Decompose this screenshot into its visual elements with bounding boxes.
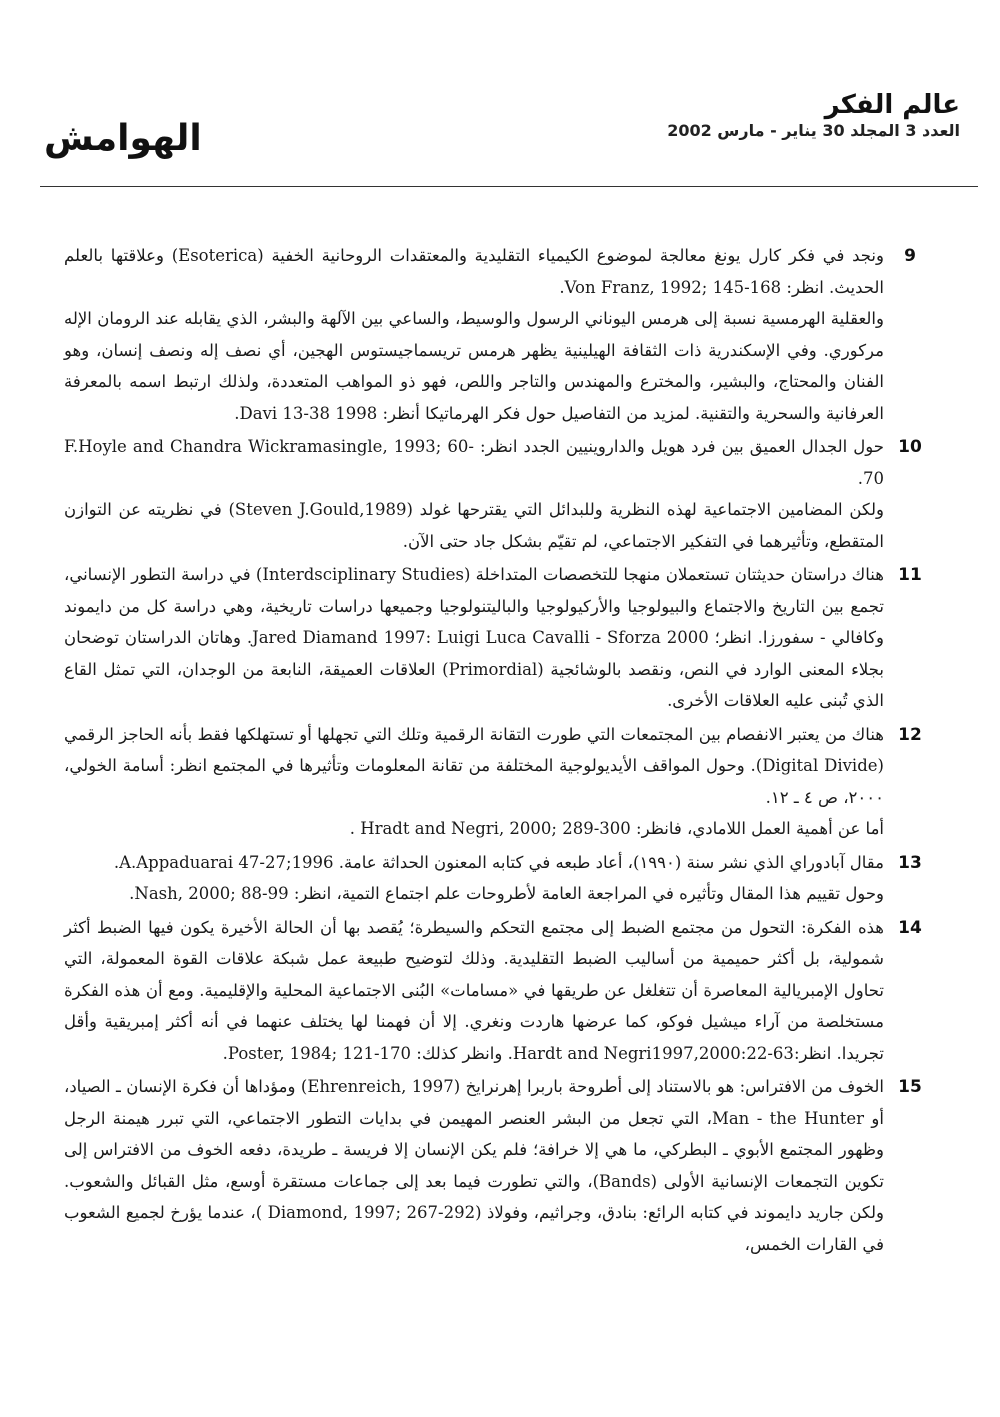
footnote-body xyxy=(56,719,884,845)
footnote-number: 9 xyxy=(904,246,916,266)
footnote xyxy=(56,240,936,429)
footnote-body xyxy=(56,559,884,717)
footnote-body xyxy=(56,240,884,429)
footnote-paragraph: وحول تقييم هذا المقال وتأثيره في المراجعة العامة لأطروحات علم اجتماع التمية، انظر: Nash, 2000; 88-99. xyxy=(129,884,884,903)
footnote-body xyxy=(56,912,884,1070)
footnote-number: 10 xyxy=(898,437,922,457)
footnote-number: 15 xyxy=(898,1077,922,1097)
footnote-paragraph: الخوف من الافتراس: هو بالاستناد إلى أطروحة باربرا إهرنرايخ (Ehrenreich, 1997) ومؤداها أن فكرة الإنسان ـ الصياد، أو Man - the Hunter، التي تجعل من البشر العنصر المهيمن في بدايات التطور الاجتماعي، التي تبرر هيمنة الرجل وظهور المجتمع الأبوي ـ البطركي، ما هي إلا خرافة؛ فلم يكن الإنسان إلا فريسة ـ طريدة، دفعه الخوف من الافتراس إلى تكوين التجمعات الإنسانية الأولى (Bands)، والتي تطورت فيما بعد إلى جماعات مستقرة أوسع، مثل القبائل والشعوب. ولكن جاريد دايموند في كتابه الرائع: بنادق، وجراثيم، وفولاذ (Diamond, 1997; 267-292 )، عندما يؤرخ لجميع الشعوب في القارات الخمس، xyxy=(64,1077,884,1254)
footnote-body xyxy=(56,431,884,557)
footnote xyxy=(56,719,936,845)
footnotes-list xyxy=(56,240,936,1262)
footnote-number: 11 xyxy=(898,565,922,585)
footnote-paragraph: هذه الفكرة: التحول من مجتمع الضبط إلى مجتمع التحكم والسيطرة؛ يُقصد بها أن الحالة الأخيرة يكون فيها الضبط أكثر شمولية، بل أكثر حميمية من أساليب الضبط التقليدية. وذلك لتوضيح طبيعة عمل شبكة علاقات القوة المعمولة، التي تحاول الإمبريالية المعاصرة أن تتغلغل عن طريقها في «مسامات» البُنى الاجتماعية المحلية والإقليمية. ومع أن هذه الفكرة مستخلصة من آراء ميشيل فوكو، كما عرضها هاردت ونغري. إلا أن فهمنا لها يختلف عنهما في أنه أكثر إمبريقية وأقل تجريدا. انظر:Hardt and Negri1997,2000:22-63. وانظر كذلك: Poster, 1984; 121-170. xyxy=(64,917,884,1063)
footnote-paragraph: والعقلية الهرمسية نسبة إلى هرمس اليوناني الرسول والوسيط، والساعي بين الآلهة والبشر، الذي يقابله عند الرومان الإله مركوري. وفي الإسكندرية ذات الثقافة الهيلينية يظهر هرمس تريسماجيستوس الهجين، أي نصف إله ونصف إنسان، وهو الفنان والمحتاج، والبشير، والمخترع والمهندس والتاجر واللص، فهو ذو المواهب المتعددة، ولذلك ارتبط اسمه بالمعرفة العرفانية والسحرية والتقنية. لمزيد من التفاصيل حول فكر الهرماتيكا أنظر: Davi 13-38 1998. xyxy=(64,309,885,423)
footnote xyxy=(56,847,936,910)
page-header xyxy=(0,0,1000,190)
journal-name: عالم الفكر xyxy=(824,90,960,120)
footnote xyxy=(56,559,936,717)
issue-line: العدد 3 المجلد 30 يناير - مارس 2002 xyxy=(667,121,960,140)
section-title: الهوامش xyxy=(44,118,202,159)
footnote-paragraph: أما عن أهمية العمل اللامادي، فانظر: Hradt and Negri, 2000; 289-300 . xyxy=(349,819,884,838)
footnote xyxy=(56,1071,936,1260)
footnote-paragraph: هناك من يعتبر الانفصام بين المجتمعات التي طورت التقانة الرقمية وتلك التي تجهلها أو تستهلكها فقط بأنه الحاجز الرقمي (Digital Divide). وحول المواقف الأيديولوجية المختلفة من تقانة المعلومات وتأثيرها في المجتمع انظر: أسامة الخولي، ٢٠٠٠، ص ٤ ـ ١٢. xyxy=(64,724,884,807)
footnote xyxy=(56,431,936,557)
footnote-number: 13 xyxy=(898,852,922,873)
footnote xyxy=(56,912,936,1070)
footnote-body xyxy=(56,1071,884,1260)
header-divider xyxy=(40,186,978,187)
footnote-paragraph: ولكن المضامين الاجتماعية لهذه النظرية وللبدائل التي يقترحها غولد (Steven J.Gould,1989) في نظريته عن التوازن المتقطع، وتأثيرهما في التفكير الاجتماعي، لم تقيّم بشكل جاد حتى الآن. xyxy=(64,500,884,551)
footnote-paragraph: حول الجدال العميق بين فرد هويل والداروينيين الجدد انظر: F.Hoyle and Chandra Wickramasingle, 1993; 60-70. xyxy=(64,437,885,488)
journal-masthead xyxy=(620,90,960,142)
footnote-paragraph: ونجد في فكر كارل يونغ معالجة لموضوع الكيمياء التقليدية والمعتقدات الروحانية الخفية (Esoterica) وعلاقتها بالعلم الحديث. انظر: Von Franz, 1992; 145-168. xyxy=(64,246,884,297)
footnote-paragraph: مقال آبادوراي الذي نشر سنة (١٩٩٠)، أعاد طبعه في كتابه المعنون الحداثة عامة. 1996;27-47 A.Appaduarai. xyxy=(113,852,884,872)
footnote-number: 12 xyxy=(898,724,922,745)
footnote-body xyxy=(56,847,884,910)
footnote-number: 14 xyxy=(898,917,922,938)
footnote-paragraph: هناك دراستان حديثتان تستعملان منهجا للتخصصات المتداخلة (Interdsciplinary Studies) في دراسة التطور الإنساني، تجمع بين التاريخ والاجتماع والبيولوجيا والأركيولوجيا والباليتنولوجيا وجميعها دراسات تاريخية، وهي دراسة كل من دايموند وكافالي - سفورزا. انظر؛ Jared Diamand 1997: Luigi Luca Cavalli - Sforza 2000. وهاتان الدراستان توضحان بجلاء المعنى الوارد في النص، ونقصد بالوشائجية (Primordial) العلاقات العميقة، النابعة من الوجدان، التي تمثل القاع الذي تُبنى عليه العلاقات الأخرى. xyxy=(64,565,884,710)
